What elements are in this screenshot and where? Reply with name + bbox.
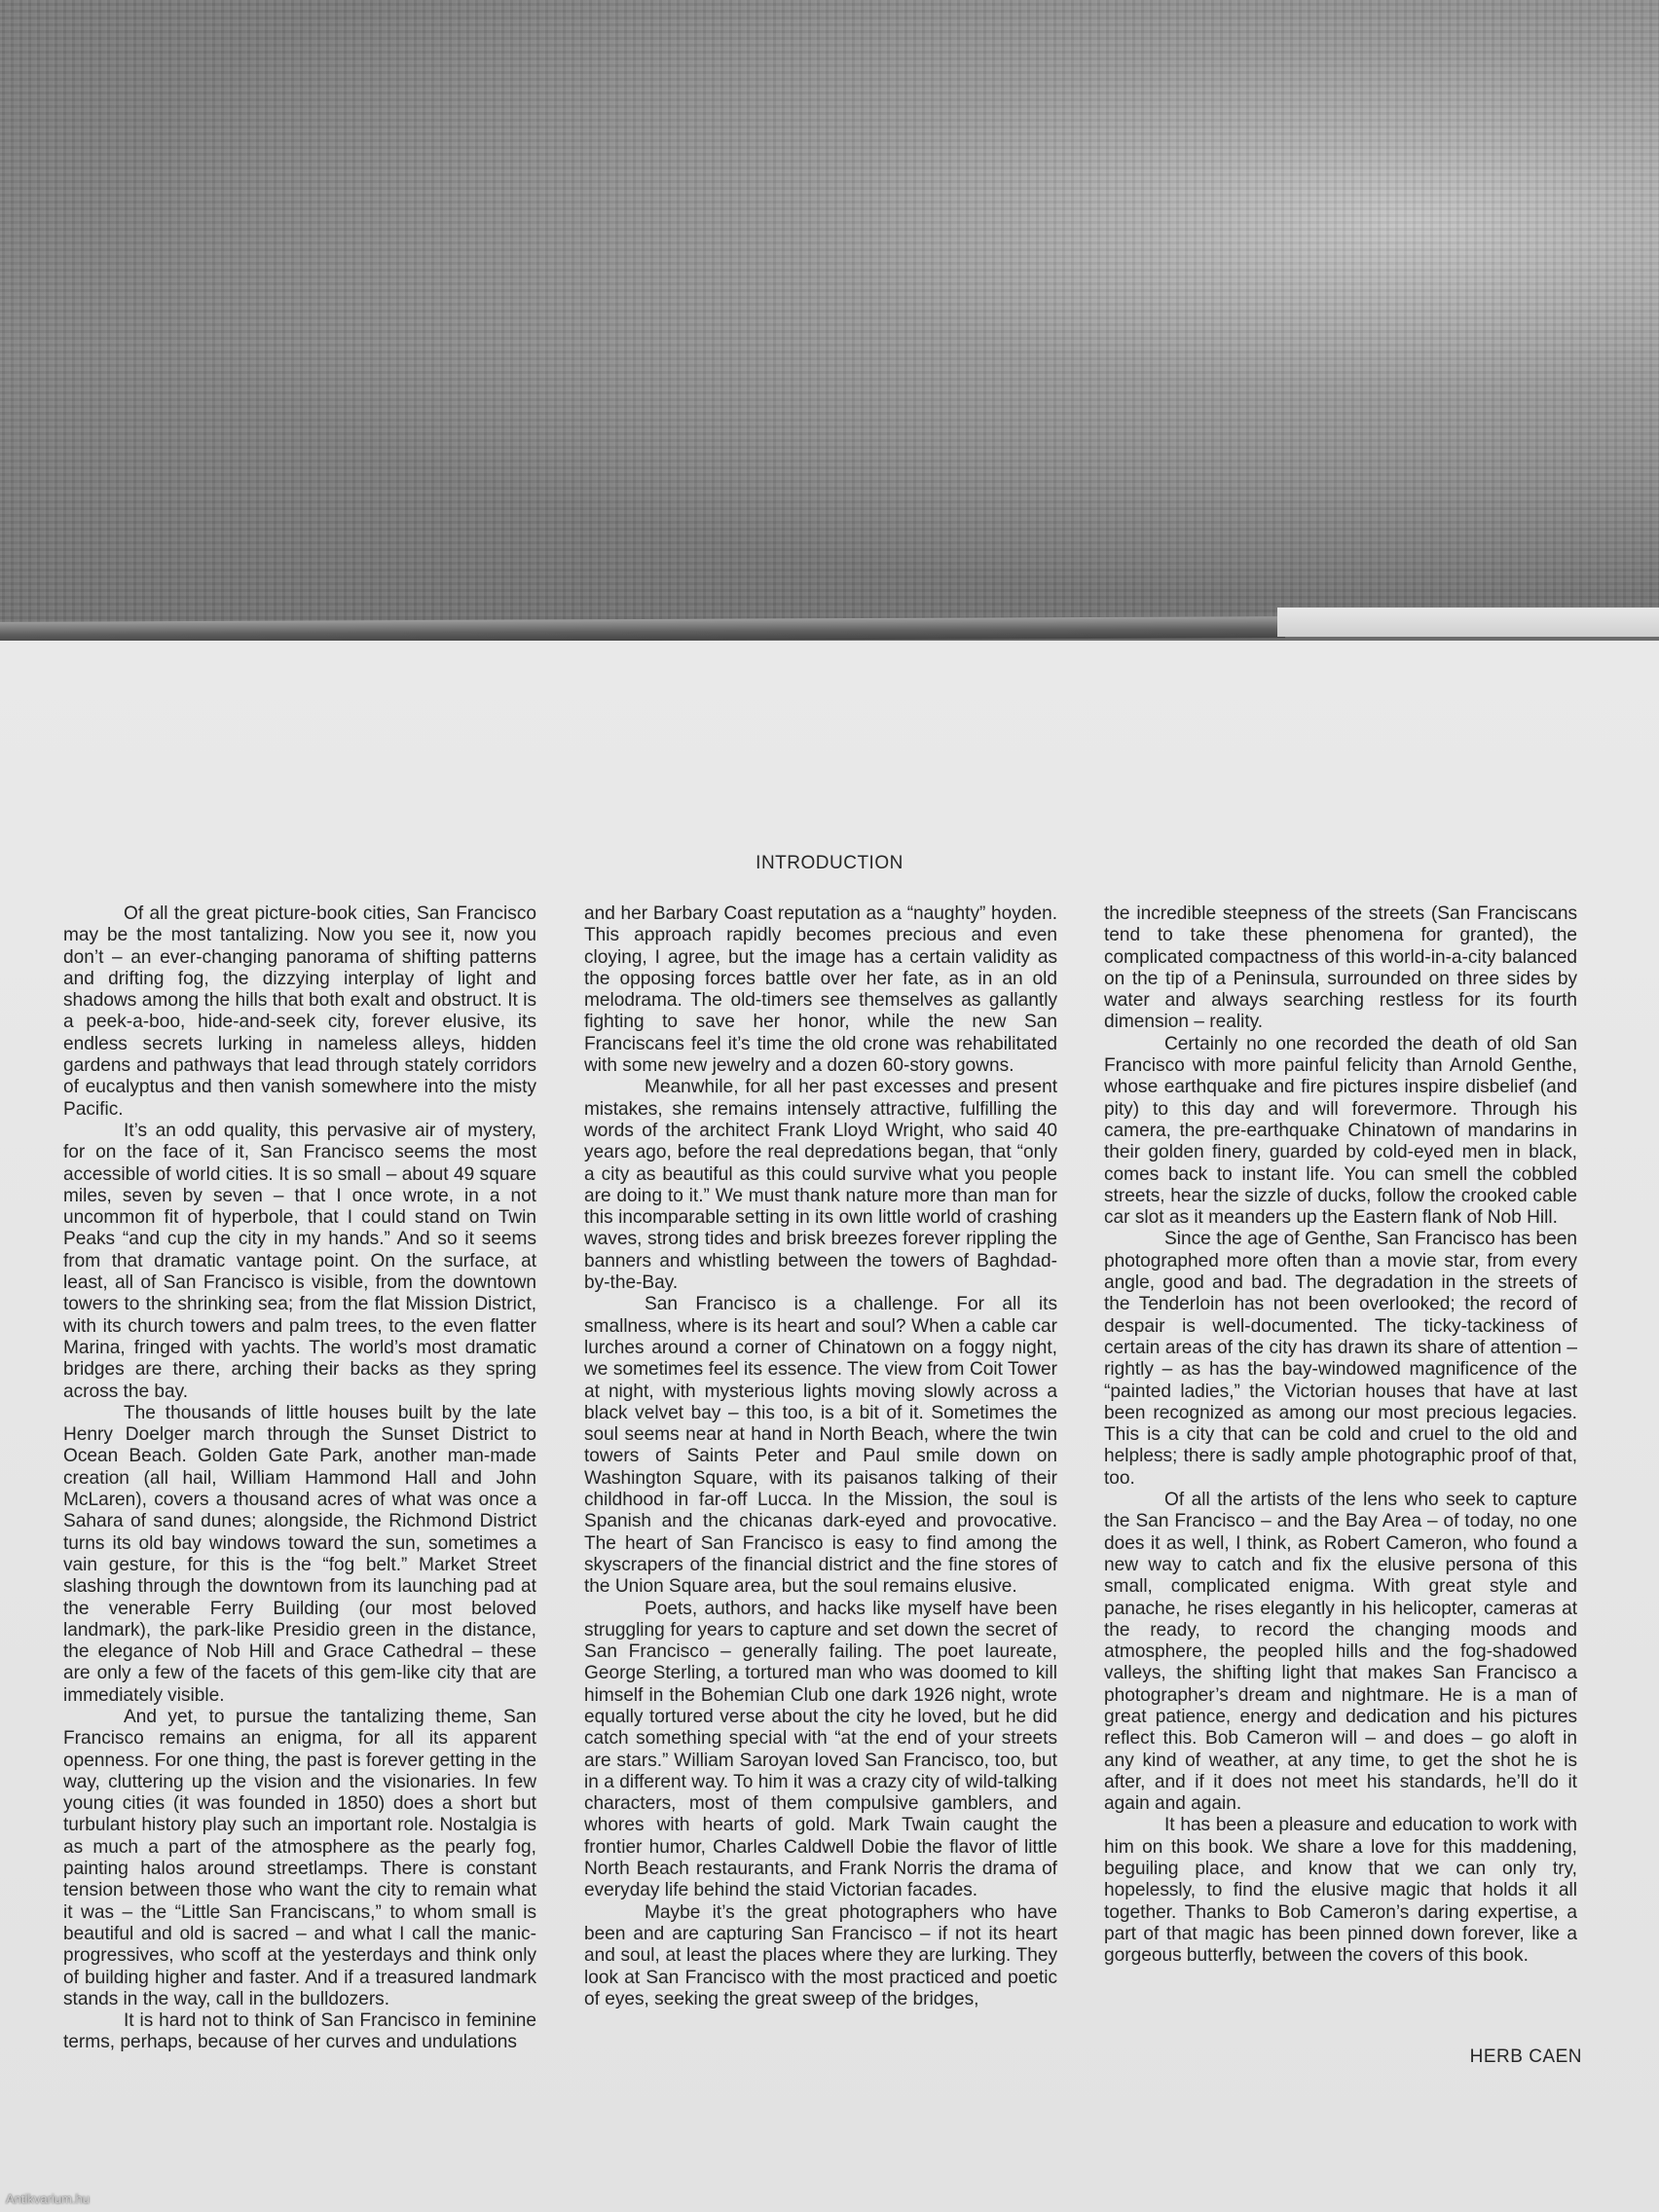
paragraph: It is hard not to think of San Francisco in feminine terms, perhaps, because of her curves and undulations xyxy=(63,2010,536,2053)
paragraph: and her Barbary Coast reputation as a “naughty” hoyden. This approach rapidly becomes precious and even cloying, I agree, but the image has a certain validity as the opposing forces battle over her fate, as in an old melodrama. The old-timers see themselves as gallantly fighting to save her honor, while the new San Franciscans feel it’s time the old crone was rehabilitated with some new jewelry and a dozen 60-story gowns. xyxy=(584,903,1057,1077)
book-page-tab xyxy=(1277,608,1659,637)
paragraph: Certainly no one recorded the death of old San Francisco with more painful felicity than Arnold Genthe, whose earthquake and fire pictures inspire disbelief (and pity) to this day and will forevermore. Through his camera, the pre-earthquake Chinatown of mandarins in their golden finery, guarded by cold-eyed men in black, comes back to instant life. You can smell the cobbled streets, hear the sizzle of ducks, follow the crooked cable car slot as it meanders up the Eastern flank of Nob Hill. xyxy=(1104,1033,1577,1229)
paragraph: Of all the great picture-book cities, San Francisco may be the most tantalizing. Now you see it, now you don’t – an ever-changing panorama of shifting patterns and drifting fog, the dizzying interplay of light and shadows among the hills that both exalt and obstruct. It is a peek-a-boo, hide-and-seek city, forever elusive, its endless secrets lurking in nameless alleys, hidden gardens and pathways that lead through stately corridors of eucalyptus and then vanish somewhere into the misty Pacific. xyxy=(63,903,536,1120)
paragraph: Maybe it’s the great photographers who have been and are capturing San Francisco – if not its heart and soul, at least the places where they are lurking. They look at San Francisco with the most practiced and poetic of eyes, seeking the great sweep of the bridges, xyxy=(584,1901,1057,2009)
paragraph: San Francisco is a challenge. For all its smallness, where is its heart and soul? When a cable car lurches around a corner of Chinatown on a foggy night, we sometimes feel its essence. The view from Coit Tower at night, with mysterious lights moving slowly across a black velvet bay – this too, is a bit of it. Sometimes the soul seems near at hand in North Beach, where the twin towers of Saints Peter and Paul smile down on Washington Square, with its paisanos talking of their childhood in far-off Lucca. In the Mission, the soul is Spanish and the chicanas dark-eyed and provocative. The heart of San Francisco is easy to find among the skyscrapers of the financial district and the fine stores of the Union Square area, but the soul remains elusive. xyxy=(584,1294,1057,1598)
author-signature: HERB CAEN xyxy=(1469,2046,1582,2067)
paragraph: Of all the artists of the lens who seek to capture the San Francisco – and the Bay Area – of today, no one does it as well, I think, as Robert Cameron, who found a new way to catch and fix the elusive persona of this small, complicated enigma. With great style and panache, he rises elegantly in his helicopter, cameras at the ready, to record the changing moods and atmosphere, the peopled hills and the fog-shadowed valleys, the shifting light that makes San Francisco a photographer’s dream and nightmare. He is a man of great patience, energy and dedication and his pictures reflect this. Bob Cameron will – and does – go aloft in any kind of weather, at any time, to get the shot he is after, and if it does not meet his standards, he’ll do it again and again. xyxy=(1104,1490,1577,1815)
paragraph: Meanwhile, for all her past excesses and present mistakes, she remains intensely attractive, fulfilling the words of the architect Frank Lloyd Wright, who said 40 years ago, before the real depredations began, that “only a city as beautiful as this could survive what you people are doing to it.” We must thank nature more than man for this incomparable setting in its own little world of crashing waves, strong tides and brisk breezes forever rippling the banners and whistling between the towers of Baghdad-by-the-Bay. xyxy=(584,1077,1057,1294)
text-column-2 xyxy=(584,903,1057,2010)
paragraph: Poets, authors, and hacks like myself have been struggling for years to capture and set down the secret of San Francisco – generally failing. The poet laureate, George Sterling, a tortured man who was doomed to kill himself in the Bohemian Club one dark 1926 night, wrote equally tortured verse about the city he loved, but he did catch something special with “at the end of your streets are stars.” William Saroyan loved San Francisco, too, but in a different way. To him it was a crazy city of wild-talking characters, most of them compulsive gamblers, and whores with hearts of gold. Mark Twain caught the frontier humor, Charles Caldwell Dobie the flavor of little North Beach restaurants, and Frank Norris the drama of everyday life behind the staid Victorian facades. xyxy=(584,1598,1057,1901)
paragraph: Since the age of Genthe, San Francisco has been photographed more often than a movie star, from every angle, good and bad. The degradation in the streets of the Tenderloin has not been overlooked; the record of despair is well-documented. The ticky-tackiness of certain areas of the city has drawn its share of attention – rightly – as has the bay-windowed magnificence of the “painted ladies,” the Victorian houses that have at last been recognized as among our most precious legacies. This is a city that can be cold and cruel to the old and helpless; there is sadly ample photographic proof of that, too. xyxy=(1104,1229,1577,1489)
book-page xyxy=(0,641,1659,2212)
paragraph: the incredible steepness of the streets (San Franciscans tend to take these phenomena for granted), the complicated compactness of this world-in-a-city balanced on the tip of a Peninsula, surrounded on three sides by water and always searching restless for its fourth dimension – reality. xyxy=(1104,903,1577,1033)
watermark-label: Antikvarium.hu xyxy=(6,2192,90,2206)
book-spine-edge xyxy=(0,616,1285,644)
page-title: INTRODUCTION xyxy=(756,853,903,873)
table-surface-background xyxy=(0,0,1659,633)
paragraph: It has been a pleasure and education to work with him on this book. We share a love for this maddening, beguiling place, and know that we can only try, hopelessly, to find the elusive magic that holds it all together. Thanks to Bob Cameron’s daring expertise, a part of that magic has been pinned down forever, like a gorgeous butterfly, between the covers of this book. xyxy=(1104,1815,1577,1967)
text-column-1 xyxy=(63,903,536,2054)
text-column-3 xyxy=(1104,903,1577,1968)
paragraph: And yet, to pursue the tantalizing theme, San Francisco remains an enigma, for all its apparent openness. For one thing, the past is forever getting in the way, cluttering up the vision and the visionaries. In few young cities (it was founded in 1850) does a short but turbulant history play such an important role. Nostalgia is as much a part of the atmosphere as the pearly fog, painting halos around streetlamps. There is constant tension between those who want the city to remain what it was – the “Little San Franciscans,” to whom small is beautiful and old is sacred – and what I call the manic-progressives, who scoff at the yesterdays and think only of building higher and faster. And if a treasured landmark stands in the way, call in the bulldozers. xyxy=(63,1706,536,2009)
paragraph: It’s an odd quality, this pervasive air of mystery, for on the face of it, San Francisco seems the most accessible of world cities. It is so small – about 49 square miles, seven by seven – that I once wrote, in a not uncommon fit of hyperbole, that I could stand on Twin Peaks “and cup the city in my hands.” And so it seems from that dramatic vantage point. On the surface, at least, all of San Francisco is visible, from the downtown towers to the shrinking sea; from the flat Mission District, with its church towers and palm trees, to the even flatter Marina, fringed with yachts. The world’s most dramatic bridges are there, arching their backs as they spring across the bay. xyxy=(63,1120,536,1402)
paragraph: The thousands of little houses built by the late Henry Doelger march through the Sunset District to Ocean Beach. Golden Gate Park, another man-made creation (all hail, William Hammond Hall and John McLaren), covers a thousand acres of what was once a Sahara of sand dunes; alongside, the Richmond District turns its old bay windows toward the sun, sometimes a vain gesture, for this is the “fog belt.” Market Street slashing through the downtown from its launching pad at the venerable Ferry Building (our most beloved landmark), the park-like Presidio green in the distance, the elegance of Nob Hill and Grace Cathedral – these are only a few of the facets of this gem-like city that are immediately visible. xyxy=(63,1402,536,1706)
